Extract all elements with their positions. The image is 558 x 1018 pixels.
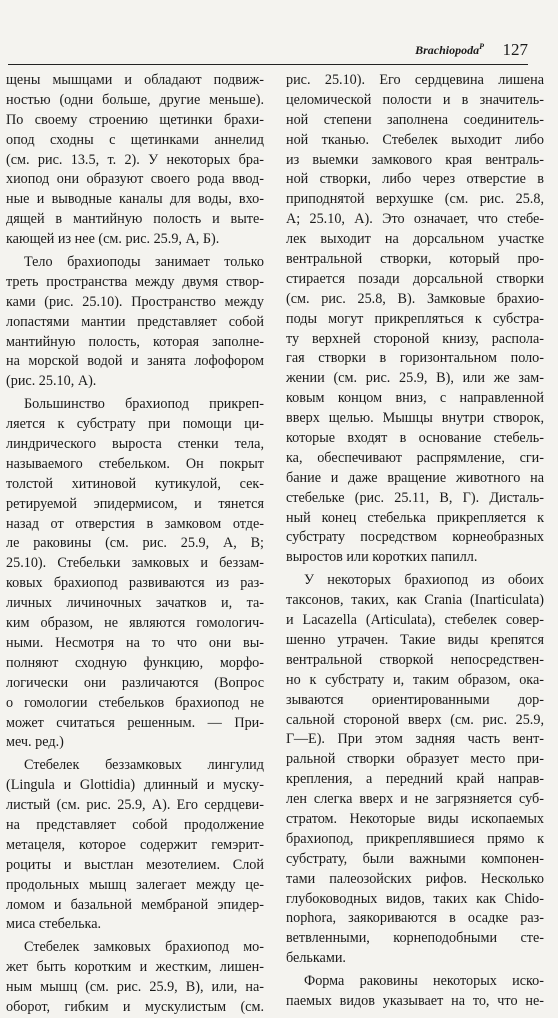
text-line: ковых брахиопод развиваются из раз- bbox=[6, 575, 264, 592]
text-line: (рис. 25.10, А). bbox=[6, 373, 97, 390]
text-line: на морской водой и занята лофофором bbox=[6, 353, 264, 370]
text-line: Г—Е). При этом задняя часть вент- bbox=[286, 731, 544, 748]
text-line: вентральной створки, который про- bbox=[286, 251, 544, 268]
right-text-column bbox=[286, 71, 544, 1012]
text-line: глубоководных видов, таких как Chido- bbox=[286, 890, 544, 907]
text-line: (Lingula и Glottidia) длинный и муску- bbox=[6, 777, 264, 794]
text-line: ной степени заполнена соединитель- bbox=[286, 111, 544, 128]
text-line: ной створки, либо через отверстие в bbox=[286, 171, 544, 188]
text-line: А; 25.10, А). Это означает, что стебе- bbox=[286, 211, 544, 228]
text-line: стирается позади дорсальной створки bbox=[286, 270, 544, 287]
text-line: называемого стебельком. Он покрыт bbox=[6, 455, 264, 472]
text-line: ту верхней стороной книзу, распола- bbox=[286, 330, 544, 347]
text-line: сальной стороной вверх (см. рис. 25.9, bbox=[286, 711, 544, 728]
text-line: толстой хитиновой кутикулой, сек- bbox=[6, 475, 264, 492]
text-line: на представляет собой продолжение bbox=[6, 816, 264, 833]
text-line: и Lacazella (Articulata), стебелек совер- bbox=[286, 612, 544, 629]
text-line: лен слегка вверх и не загрязняется суб- bbox=[286, 791, 544, 808]
text-line: Форма раковины некоторых иско- bbox=[304, 973, 544, 990]
text-line: ными. Несмотря на то что они вы- bbox=[6, 634, 264, 651]
text-line: Большинство брахиопод прикреп- bbox=[24, 396, 264, 413]
text-line: (см. рис. 13.5, т. 2). У некоторых бра- bbox=[6, 151, 264, 168]
text-line: роциты и выстлан мезотелием. Слой bbox=[6, 856, 264, 873]
text-line: вентральной створкой непосредствен- bbox=[286, 651, 544, 668]
text-line: жении (см. рис. 25.9, В), или же зам- bbox=[286, 370, 544, 387]
text-line: выростов или коротких папилл. bbox=[286, 549, 478, 566]
text-line: меч. ред.) bbox=[6, 734, 64, 751]
running-title: Brachiopoda$^P$ bbox=[415, 42, 484, 57]
text-line: ной тканью. Стебелек выходит либо bbox=[286, 131, 544, 148]
text-line: гая створки в горизонтальном поло- bbox=[286, 350, 544, 367]
text-line: тами палеозойских рифов. Несколько bbox=[286, 870, 544, 887]
text-line: ляется к субстрату при помощи ци- bbox=[6, 416, 264, 433]
text-line: кающей из нее (см. рис. 25.9, А, Б). bbox=[6, 231, 220, 248]
text-line: назад от отверстия в замковом отде- bbox=[6, 515, 264, 532]
text-line: ковым концом вниз, с направленной bbox=[286, 390, 544, 407]
text-line: ветвленными, корнеподобными сте- bbox=[286, 930, 544, 947]
text-line: вверх щелью. Мышцы внутри створок, bbox=[286, 410, 544, 427]
text-line: таксонов, таких, как Crania (Inarticulata) bbox=[286, 592, 544, 609]
page-number: 127 bbox=[502, 40, 528, 59]
text-line: жет быть коротким и жестким, лишен- bbox=[6, 959, 264, 976]
text-line: поды могут прикрепляться к субстра- bbox=[286, 310, 544, 327]
text-line: мантийную полость, которая заполне- bbox=[6, 333, 264, 350]
text-line: продольных мышц залегает между це- bbox=[6, 876, 264, 893]
text-line: ле раковины (см. рис. 25.9, А, В; bbox=[6, 535, 264, 552]
text-line: миса стебелька. bbox=[6, 916, 102, 933]
text-line: метацеля, которое содержит гемэрит- bbox=[6, 836, 264, 853]
text-line: бание и даже вращение животного на bbox=[286, 469, 544, 486]
text-line: лопастями мантии представляет собой bbox=[6, 313, 264, 330]
text-line: ломом и базальной мембраной эпидер- bbox=[6, 896, 264, 913]
text-line: ный конец стебелька прикрепляется к bbox=[286, 509, 544, 526]
text-line: треть пространства между двумя створ- bbox=[6, 273, 264, 290]
text-line: личных личиночных зачатков и, та- bbox=[6, 595, 264, 612]
text-line: nophora, заякориваются в осадке раз- bbox=[286, 910, 544, 927]
text-line: стратом. Некоторые виды ископаемых bbox=[286, 810, 544, 827]
text-line: брахиопод, прикреплявшиеся прямо к bbox=[286, 830, 544, 847]
text-line: крепления, а передний край направ- bbox=[286, 771, 544, 788]
text-line: оборот, гибким и мускулистым (см. bbox=[6, 998, 264, 1015]
text-line: ками (рис. 25.10). Пространство между bbox=[6, 293, 264, 310]
text-line: хиопод они образуют своего рода ввод- bbox=[6, 171, 264, 188]
text-line: логически они различаются (Вопрос bbox=[6, 674, 264, 691]
left-text-column bbox=[6, 71, 264, 1018]
text-line: У некоторых брахиопод из обоих bbox=[304, 572, 544, 589]
text-line: щены мышцами и обладают подвиж- bbox=[6, 72, 264, 88]
text-line: листый (см. рис. 25.9, А). Его сердцеви- bbox=[6, 797, 264, 814]
text-line: полняют сходную функцию, морфо- bbox=[6, 654, 264, 671]
text-line: рис. 25.10). Его сердцевина лишена bbox=[286, 72, 544, 88]
text-line: ные и выводные каналы для воды, вхо- bbox=[6, 191, 264, 208]
text-line: ральной створки образует место при- bbox=[286, 751, 544, 768]
text-line: зываются ориентированными дор- bbox=[286, 691, 544, 708]
text-line: 25.10). Стебельки замковых и беззам- bbox=[6, 555, 264, 572]
text-line: ным мышц (см. рис. 25.9, В), или, на- bbox=[6, 979, 264, 996]
text-line: о гомологии стебельков брахиопод не bbox=[6, 694, 264, 711]
text-line: линдрического выроста стенки тела, bbox=[6, 436, 264, 453]
text-line: ретируемой эпидермисом, и тянется bbox=[6, 495, 264, 512]
text-line: ка, обеспечивают распрямление, сги- bbox=[286, 449, 544, 466]
text-line: (см. рис. 25.8, В). Замковые брахио- bbox=[286, 290, 544, 307]
text-line: дящей в мантийную полость и выте- bbox=[6, 211, 264, 228]
text-line: шенно утрачен. Такие виды крепятся bbox=[286, 631, 544, 648]
text-line: которые входят в основание стебель- bbox=[286, 430, 544, 447]
text-line: Стебелек беззамковых лингулид bbox=[24, 757, 264, 774]
text-line: из выемки замкового края вентраль- bbox=[286, 151, 544, 168]
text-line: приподнятой верхушке (см. рис. 25.8, bbox=[286, 191, 544, 208]
text-line: Стебелек замковых брахиопод мо- bbox=[24, 939, 264, 956]
page-header bbox=[8, 40, 528, 62]
text-line: ким образом, не являются гомологич- bbox=[6, 615, 264, 632]
text-line: стебельке (рис. 25.11, В, Г). Дисталь- bbox=[286, 489, 544, 506]
text-line: ностью (одни больше, другие меньше). bbox=[6, 91, 264, 108]
text-line: лек выходит на дорсальном участке bbox=[286, 231, 544, 248]
text-line: паемых видов указывает на то, что не- bbox=[286, 992, 544, 1009]
text-line: может считаться решенным. — При- bbox=[6, 714, 264, 731]
text-line: бельками. bbox=[286, 950, 346, 967]
text-line: целомической полости и в значитель- bbox=[286, 91, 544, 108]
text-line: опод сходны с щетинками аннелид bbox=[6, 131, 264, 148]
header-rule bbox=[8, 64, 528, 65]
text-line: По своему строению щетинки брахи- bbox=[6, 111, 264, 128]
text-line: Тело брахиоподы занимает только bbox=[24, 254, 264, 271]
text-line: но к субстрату и, таким образом, ока- bbox=[286, 671, 544, 688]
text-line: субстрату, были важными компонен- bbox=[286, 850, 544, 867]
text-line: субстрату посредством корнеобразных bbox=[286, 529, 544, 546]
